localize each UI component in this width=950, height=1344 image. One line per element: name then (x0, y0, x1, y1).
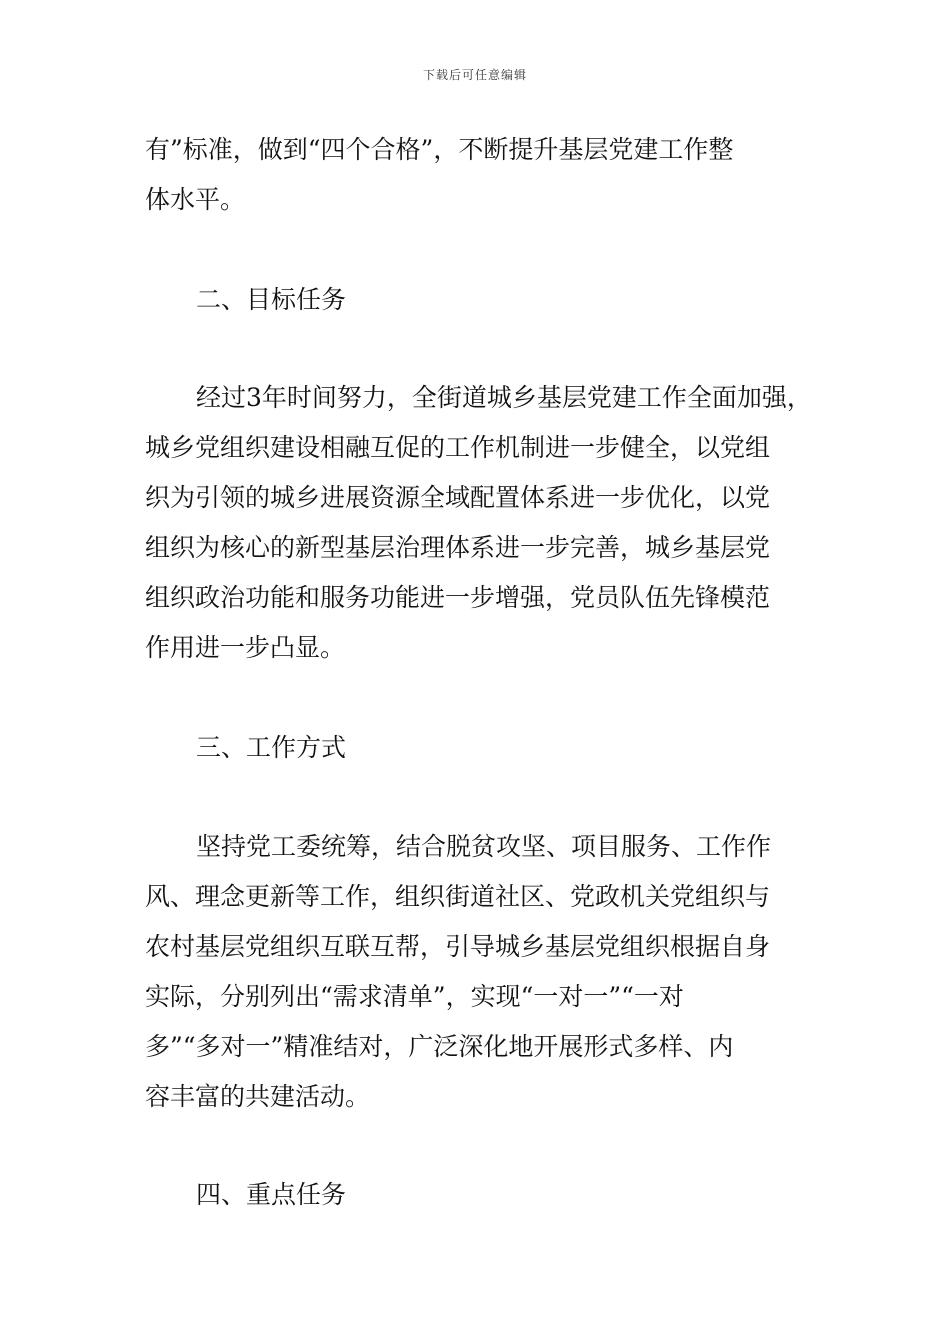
paragraph-line: 经过3年时间努力，全街道城乡基层党建工作全面加强， (196, 383, 812, 412)
section-heading-key-tasks: 四、重点任务 (196, 1180, 347, 1209)
paragraph-line: 坚持党工委统筹，结合脱贫攻坚、项目服务、工作作 (196, 832, 772, 861)
paragraph-line: 实际，分别列出“需求清单”，实现“一对一”“一对 (145, 982, 684, 1011)
paragraph-line: 有”标准，做到“四个合格”，不断提升基层党建工作整 (145, 135, 734, 164)
paragraph-line: 容丰富的共建活动。 (145, 1082, 371, 1111)
section-heading-goals: 二、目标任务 (196, 285, 347, 314)
paragraph-line: 体水平。 (145, 185, 246, 214)
paragraph-line: 作用进一步凸显。 (145, 633, 346, 662)
header-note: 下载后可任意编辑 (422, 68, 527, 82)
paragraph-line: 风、理念更新等工作，组织街道社区、党政机关党组织与 (145, 882, 771, 911)
paragraph-line: 城乡党组织建设相融互促的工作机制进一步健全，以党组 (145, 433, 771, 462)
paragraph-line: 农村基层党组织互联互帮，引导城乡基层党组织根据自身 (145, 932, 771, 961)
paragraph-line: 多”“多对一”精准结对，广泛深化地开展形式多样、内 (145, 1032, 734, 1061)
paragraph-line: 织为引领的城乡进展资源全域配置体系进一步优化，以党 (145, 483, 771, 512)
paragraph-line: 组织政治功能和服务功能进一步增强，党员队伍先锋模范 (145, 583, 771, 612)
section-heading-methods: 三、工作方式 (196, 733, 347, 762)
paragraph-line: 组织为核心的新型基层治理体系进一步完善，城乡基层党 (145, 533, 771, 562)
